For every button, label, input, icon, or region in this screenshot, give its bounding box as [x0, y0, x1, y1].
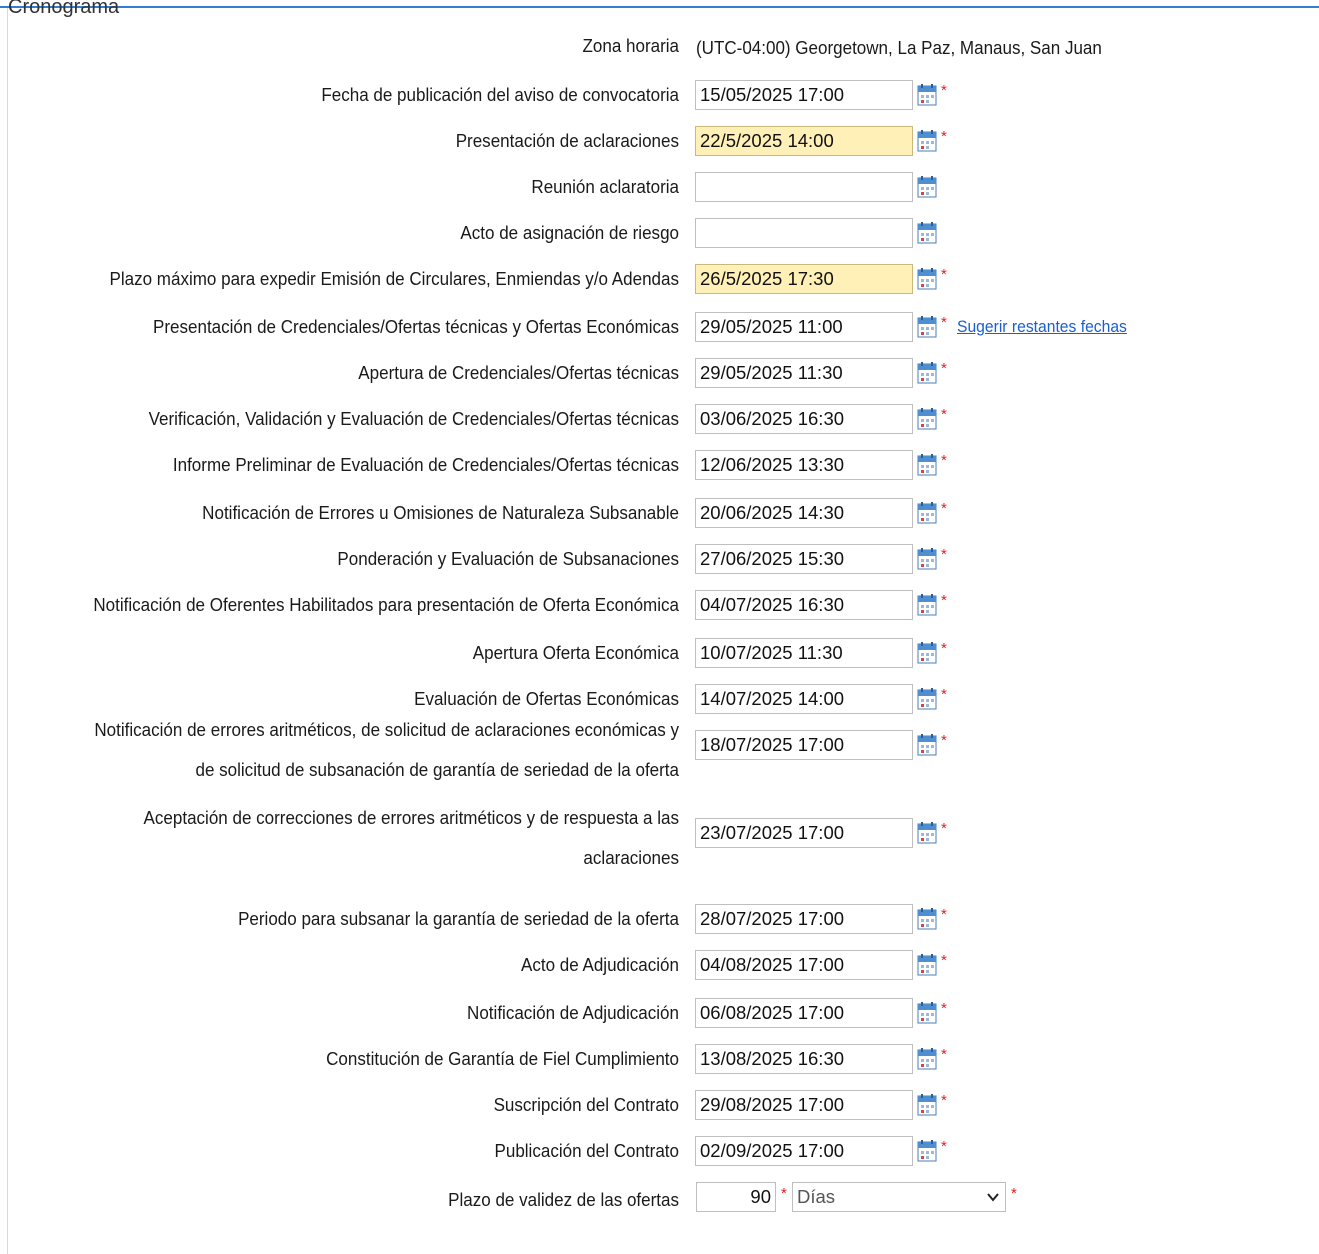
date-input[interactable]	[695, 998, 913, 1028]
required-marker: *	[941, 906, 947, 923]
date-input[interactable]	[695, 1090, 913, 1120]
schedule-row-label: Notificación de errores aritméticos, de solicitud de aclaraciones económicas y de solicitud de subsanación de garantía de seriedad de la oferta	[94, 719, 680, 780]
required-marker: *	[941, 1092, 947, 1109]
calendar-icon[interactable]	[917, 642, 937, 664]
required-marker: *	[781, 1185, 787, 1202]
schedule-row-label: Evaluación de Ofertas Económicas	[414, 688, 679, 709]
schedule-row-label: Informe Preliminar de Evaluación de Credenciales/Ofertas técnicas	[172, 454, 679, 475]
schedule-row-label: Presentación de aclaraciones	[455, 130, 679, 151]
calendar-icon[interactable]	[917, 1094, 937, 1116]
schedule-row-label: Aceptación de correcciones de errores aritméticos y de respuesta a las aclaraciones	[143, 807, 679, 868]
schedule-row-label: Apertura Oferta Económica	[472, 642, 679, 663]
calendar-icon[interactable]	[917, 954, 937, 976]
date-input[interactable]	[695, 358, 913, 388]
required-marker: *	[941, 546, 947, 563]
schedule-row-label: Ponderación y Evaluación de Subsanaciones	[337, 548, 679, 569]
schedule-row-label: Notificación de Adjudicación	[467, 1002, 679, 1023]
required-marker: *	[941, 1000, 947, 1017]
section-header-title: Cronograma	[8, 0, 120, 18]
schedule-row-label: Apertura de Credenciales/Ofertas técnicas	[358, 362, 679, 383]
required-marker: *	[941, 732, 947, 749]
required-marker: *	[941, 952, 947, 969]
date-input[interactable]	[695, 818, 913, 848]
required-marker: *	[941, 500, 947, 517]
calendar-icon[interactable]	[917, 502, 937, 524]
calendar-icon[interactable]	[917, 822, 937, 844]
schedule-row-label: Verificación, Validación y Evaluación de Credenciales/Ofertas técnicas	[148, 408, 679, 429]
calendar-icon[interactable]	[917, 130, 937, 152]
date-input[interactable]	[695, 404, 913, 434]
date-input[interactable]	[695, 312, 913, 342]
required-marker: *	[941, 82, 947, 99]
calendar-icon[interactable]	[917, 594, 937, 616]
calendar-icon[interactable]	[917, 1048, 937, 1070]
required-marker: *	[941, 640, 947, 657]
calendar-icon[interactable]	[917, 688, 937, 710]
calendar-icon[interactable]	[917, 454, 937, 476]
date-input[interactable]	[695, 590, 913, 620]
required-marker: *	[941, 592, 947, 609]
schedule-row-label: Notificación de Errores u Omisiones de Naturaleza Subsanable	[202, 502, 679, 523]
chevron-down-icon	[987, 1191, 999, 1203]
validity-number-input[interactable]	[696, 1182, 776, 1212]
schedule-row-label: Fecha de publicación del aviso de convocatoria	[321, 84, 679, 105]
required-marker: *	[941, 266, 947, 283]
schedule-row-label: Presentación de Credenciales/Ofertas técnicas y Ofertas Económicas	[153, 316, 679, 337]
section-header-rule	[0, 0, 1319, 18]
calendar-icon[interactable]	[917, 84, 937, 106]
schedule-row-label: Plazo máximo para expedir Emisión de Circulares, Enmiendas y/o Adendas	[109, 268, 680, 289]
calendar-icon[interactable]	[917, 1002, 937, 1024]
date-input[interactable]	[695, 684, 913, 714]
left-border	[7, 8, 8, 1254]
date-input[interactable]	[695, 172, 913, 202]
required-marker: *	[941, 820, 947, 837]
schedule-row-label: Suscripción del Contrato	[493, 1094, 679, 1115]
date-input[interactable]	[695, 1136, 913, 1166]
schedule-row-label: Notificación de Oferentes Habilitados para presentación de Oferta Económica	[93, 594, 680, 615]
date-input[interactable]	[695, 264, 913, 294]
schedule-row-label: Acto de asignación de riesgo	[460, 222, 679, 243]
calendar-icon[interactable]	[917, 316, 937, 338]
date-input[interactable]	[695, 950, 913, 980]
timezone-label: Zona horaria	[582, 35, 679, 56]
validity-unit-value: Días	[797, 1186, 836, 1207]
required-marker: *	[941, 1046, 947, 1063]
date-input[interactable]	[695, 126, 913, 156]
date-input[interactable]	[695, 638, 913, 668]
calendar-icon[interactable]	[917, 908, 937, 930]
required-marker: *	[941, 1138, 947, 1155]
date-input[interactable]	[695, 218, 913, 248]
date-input[interactable]	[695, 450, 913, 480]
required-marker: *	[941, 686, 947, 703]
required-marker: *	[941, 452, 947, 469]
date-input[interactable]	[695, 730, 913, 760]
required-marker: *	[941, 360, 947, 377]
calendar-icon[interactable]	[917, 222, 937, 244]
schedule-row-label: Acto de Adjudicación	[520, 954, 679, 975]
timezone-value: (UTC-04:00) Georgetown, La Paz, Manaus, San Juan	[696, 37, 1102, 58]
required-marker: *	[941, 128, 947, 145]
calendar-icon[interactable]	[917, 176, 937, 198]
schedule-row-label: Reunión aclaratoria	[531, 176, 679, 197]
date-input[interactable]	[695, 544, 913, 574]
calendar-icon[interactable]	[917, 408, 937, 430]
schedule-row-label: Periodo para subsanar la garantía de seriedad de la oferta	[238, 908, 679, 929]
date-input[interactable]	[695, 80, 913, 110]
required-marker: *	[1011, 1185, 1017, 1202]
suggest-dates-link[interactable]: Sugerir restantes fechas	[957, 318, 1127, 336]
date-input[interactable]	[695, 498, 913, 528]
calendar-icon[interactable]	[917, 1140, 937, 1162]
calendar-icon[interactable]	[917, 548, 937, 570]
required-marker: *	[941, 406, 947, 423]
validity-unit-select[interactable]	[792, 1182, 1006, 1212]
schedule-row-label: Publicación del Contrato	[494, 1140, 679, 1161]
date-input[interactable]	[695, 1044, 913, 1074]
date-input[interactable]	[695, 904, 913, 934]
schedule-row-label: Constitución de Garantía de Fiel Cumplimiento	[326, 1048, 679, 1069]
validity-label: Plazo de validez de las ofertas	[448, 1189, 679, 1210]
calendar-icon[interactable]	[917, 268, 937, 290]
required-marker: *	[941, 314, 947, 331]
calendar-icon[interactable]	[917, 362, 937, 384]
calendar-icon[interactable]	[917, 734, 937, 756]
